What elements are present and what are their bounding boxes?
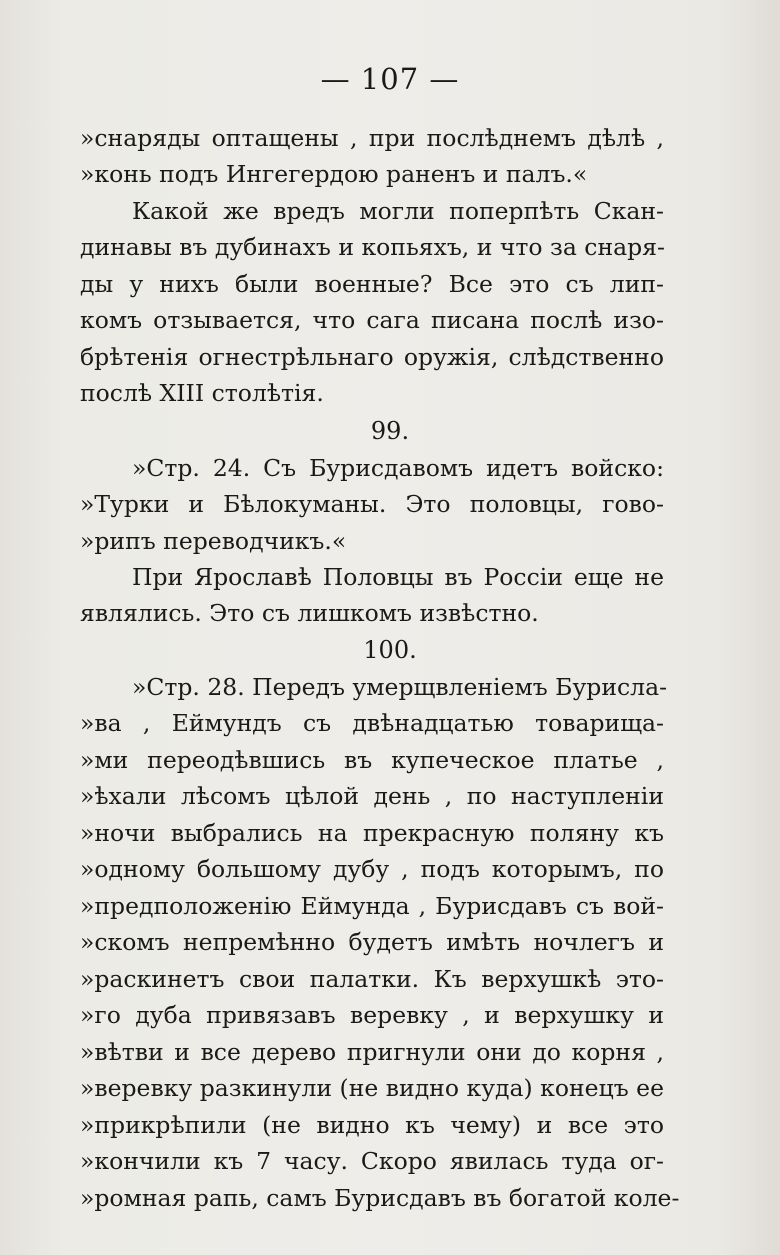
text-line: »снаряды оптащены , при послѣднемъ дѣлѣ , xyxy=(80,124,664,152)
text-line: »предположенію Еймунда , Бурисдавъ съ вой- xyxy=(80,892,664,920)
text-line: »ѣхали лѣсомъ цѣлой день , по наступленіи xyxy=(80,782,664,810)
text-line: послѣ XIII столѣтія. xyxy=(80,379,324,407)
text-line: »веревку разкинули (не видно куда) конецъ ее xyxy=(80,1074,664,1102)
text-line: »ва , Еймундъ съ двѣнадцатью товарища- xyxy=(80,709,664,737)
text-line: »ромная рапь, самъ Бурисдавъ въ богатой коле- xyxy=(80,1184,680,1212)
text-line: »ми переодѣвшись въ купеческое платье , xyxy=(80,746,664,774)
text-line: »ночи выбрались на прекрасную поляну къ xyxy=(80,819,664,847)
text-line: брѣтенія огнестрѣльнаго оружія, слѣдственно xyxy=(80,343,664,371)
text-line: »Турки и Бѣлокуманы. Это половцы, гово- xyxy=(80,490,664,518)
text-line: »скомъ непремѣнно будетъ имѣть ночлегъ и xyxy=(80,928,664,956)
text-line: »рипъ переводчикъ.« xyxy=(80,527,347,555)
section-number: 99. xyxy=(370,417,410,445)
text-line: »Стр. 28. Передъ умерщвленіемъ Бурисла- xyxy=(132,673,668,701)
text-line: »го дуба привязавъ веревку , и верхушку и xyxy=(80,1001,664,1029)
section-number: 100. xyxy=(363,636,417,664)
text-line: »Стр. 24. Съ Бурисдавомъ идетъ войско: xyxy=(132,454,664,482)
text-line: ды у нихъ были военные? Все это съ лип- xyxy=(80,270,664,298)
text-line: »раскинетъ свои палатки. Къ верхушкѣ это- xyxy=(80,965,664,993)
text-line: »прикрѣпили (не видно къ чему) и все это xyxy=(80,1111,664,1139)
text-line: »вѣтви и все дерево пригнули они до корня , xyxy=(80,1038,664,1066)
text-line: динавы въ дубинахъ и копьяхъ, и что за снаря- xyxy=(80,233,665,261)
text-line: являлись. Это съ лишкомъ извѣстно. xyxy=(80,599,539,627)
page-number: — 107 — xyxy=(320,62,460,96)
text-line: комъ отзывается, что сага писана послѣ изо- xyxy=(80,306,664,334)
text-line: »конь подъ Ингегердою раненъ и палъ.« xyxy=(80,160,588,188)
text-line: »кончили къ 7 часу. Скоро явилась туда ог- xyxy=(80,1147,664,1175)
text-line: При Ярославѣ Половцы въ Россіи еще не xyxy=(132,563,664,591)
text-line: Какой же вредъ могли поперпѣть Скан- xyxy=(132,197,664,225)
text-line: »одному большому дубу , подъ которымъ, по xyxy=(80,855,664,883)
